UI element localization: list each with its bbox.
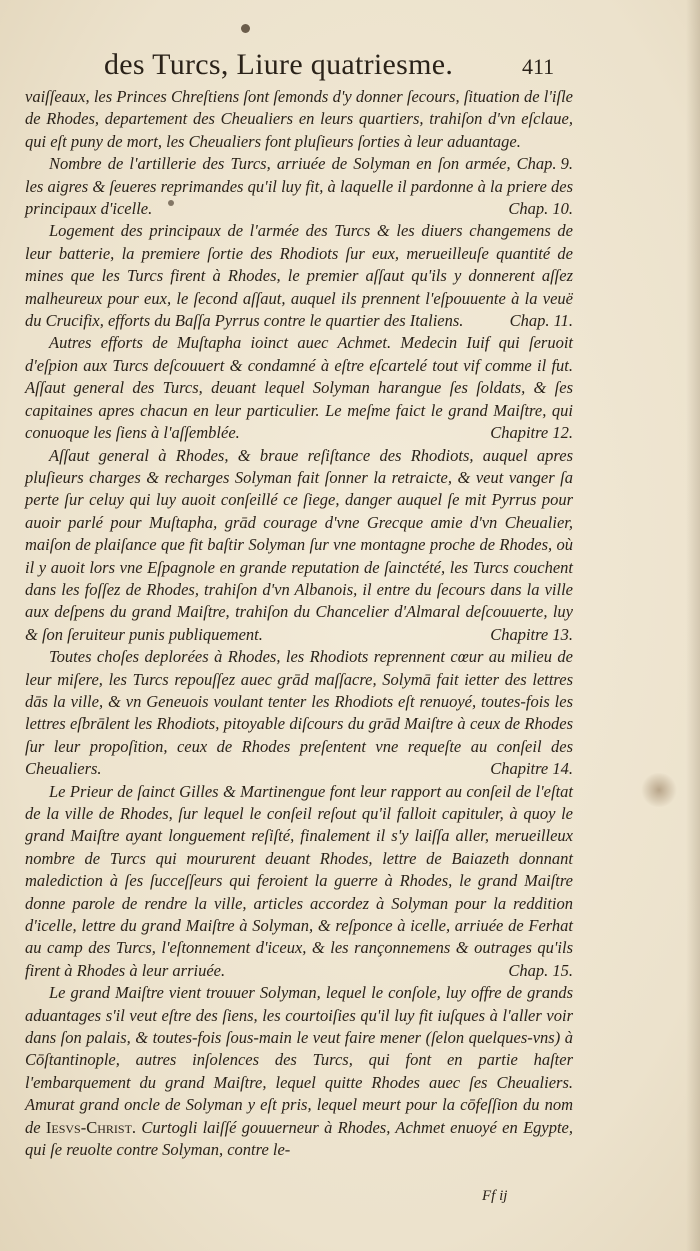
summary-text: Toutes choſes deplorées à Rhodes, les Rhodiots reprennent cœur au milieu de leur miſere, les Turcs repouſſez auec grād maſſacre, Solymā fait ietter des lettres dās la ville, & vn Geneuois voulant tenter les Rhodiots eſt renuoyé, toutes-fois les lettres eſbrālent les Rhodiots, pitoyable diſcours du grād Maiſtre à ceux de Rhodes ſur leur propoſition, ceux de Rhodes preſentent vne requeſte au conſeil des Cheualiers. — [25, 647, 573, 779]
page-number: 411 — [522, 54, 555, 79]
chapter-reference: Chap. 11. — [509, 311, 573, 331]
chapter-reference: Chapitre 13. — [490, 624, 573, 644]
chapter-reference: Chapitre 12. — [490, 423, 573, 443]
ink-spot — [241, 24, 250, 33]
chapter-reference: Chap. 15. — [508, 960, 573, 980]
summary-paragraph-15 — [25, 781, 573, 983]
summary-paragraph-16 — [25, 982, 573, 1161]
running-title: des Turcs, Liure quatriesme. — [104, 48, 454, 81]
summary-text: Autres efforts de Muſtapha ioinct auec Achmet. Medecin Iuif qui ſeruoit d'eſpion aux Turcs deſcouuert & condamné à eſtre eſcartelé tout vif comme il fut. Aſſaut general des Turcs, deuant lequel Solyman harangue ſes ſoldats, & ſes capitaines apres chacun en leur particulier. Le meſme faict le grand Maiſtre, qui conuoque les ſiens à l'aſſemblée. — [25, 333, 573, 443]
summary-paragraph-10 — [25, 153, 573, 220]
summary-paragraph-9 — [25, 86, 573, 174]
signature-mark: Ff ij — [482, 1188, 508, 1204]
summary-paragraph-13 — [25, 445, 573, 647]
running-header — [104, 48, 574, 88]
summary-text: Le grand Maiſtre vient trouuer Solyman, lequel le conſole, luy offre de grands aduantages s'il veut eſtre des ſiens, les courtoiſies qu'il luy fit iuſques à l'aller voir dans ſon palais, & toutes-fois ſous-main le veut faire mener (ſelon quelques-vns) à Cōſtantinople, autres inſolences des Turcs, qui font en partie haſter l'embarquement du grand Maiſtre, lequel quitte Rhodes auec ſes Cheualiers. Amurat grand oncle de Solyman y eſt pris, lequel meurt pour la cōfeſſion du nom de — [25, 983, 573, 1137]
paper-stain — [640, 773, 678, 807]
summary-text: Nombre de l'artillerie des Turcs, arriuée de Solyman en ſon armée, les aigres & ſeueres reprimandes qu'il luy fit, à laquelle il pardonne à la priere des principaux d'icelle. — [25, 154, 573, 219]
summary-text: Logement des principaux de l'armée des Turcs & les diuers changemens de leur batterie, la premiere ſortie des Rhodiots ſur eux, merueilleuſe quantité de mines que les Turcs firent à Rhodes, le premier aſſaut qu'ils y donnerent aſſez malheureux pour eux, le ſecond aſſaut, auquel ils prennent l'eſpouuente à la veuë du Crucifix, efforts du Baſſa Pyrrus contre le quartier des Italiens. — [25, 221, 573, 331]
summary-paragraph-11 — [25, 220, 573, 332]
chapter-reference: Chap. 9. — [516, 154, 573, 174]
holy-name: Iesvs-Christ. — [45, 1117, 137, 1137]
chapter-summaries — [25, 86, 573, 1162]
summary-paragraph-12 — [25, 332, 573, 444]
summary-paragraph-14 — [25, 646, 573, 780]
chapter-reference: Chapitre 14. — [490, 759, 573, 779]
chapter-reference: Chap. 10. — [508, 199, 573, 219]
summary-text: vaiſſeaux, les Princes Chreſtiens ſont ſemonds d'y donner ſecours, ſituation de l'iſle de Rhodes, departement des Cheualiers en leurs quartiers, trahiſon d'vn eſclaue, qui eſt puny de mort, les Cheualiers font pluſieurs ſorties à leur aduantage. — [25, 87, 573, 151]
summary-text: Le Prieur de ſainct Gilles & Martinengue font leur rapport au conſeil de l'eſtat de la ville de Rhodes, ſur lequel le conſeil reſout qu'il falloit capituler, à quoy le grand Maiſtre ayant longuement reſiſté, finalement il s'y laiſſa aller, merueilleux nombre de Turcs qui moururent deuant Rhodes, lettre de Baiazeth donnant malediction à ſes ſucceſſeurs qui feroient la guerre à Rhodes, le grand Maiſtre donne parole de rendre la ville, articles accordez à Solyman pour la reddition d'icelle, lettre du grand Maiſtre à Solyman, & reſponce à icelle, arriuée de Ferhat au camp des Turcs, l'eſtonnement d'iceux, & les rançonnemens & outrages qu'ils firent à Rhodes à leur arriuée. — [25, 781, 573, 980]
summary-text-continued: Curtogli laiſſé gouuerneur à Rhodes, Achmet enuoyé en Egypte, qui ſe reuolte contre Solyman, contre le- — [25, 1117, 574, 1160]
page-edge-shadow — [686, 0, 700, 1251]
summary-text: Aſſaut general à Rhodes, & braue reſiſtance des Rhodiots, auquel apres pluſieurs charges & recharges Solyman fait ſonner la retraicte, & veut vanger ſa perte ſur celuy qui luy auoit conſeillé ce ſiege, danger auquel ſe mit Pyrrus pour auoir parlé pour Muſtapha, grād courage d'vne Grecque amie d'vn Cheualier, maiſon de plaiſance que fit baſtir Solyman ſur vne montagne proche de Rhodes, où il y auoit lors vne Eſpagnole en grande reputation de ſainctété, les Turcs couchent dans les foſſez de Rhodes, trahiſon d'vn Albanois, il entre du ſecours dans la ville aux deſpens du grand Maiſtre, trahiſon du Chancelier d'Almaral deſcouuerte, luy & ſon ſeruiteur punis publiquement. — [25, 445, 573, 644]
